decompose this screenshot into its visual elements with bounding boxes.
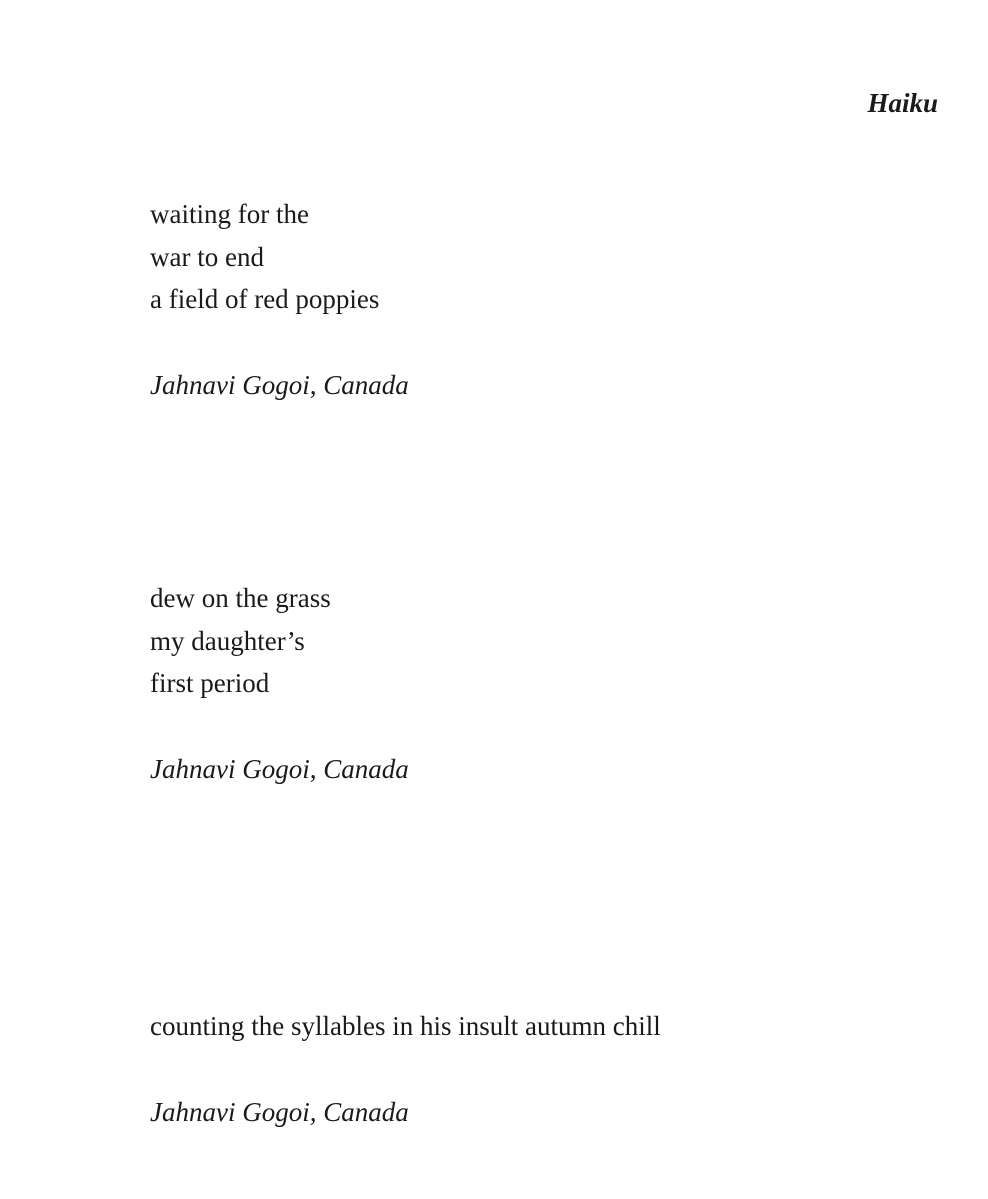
poem-author: Jahnavi Gogoi, Canada: [150, 369, 409, 400]
poem-line: counting the syllables in his insult autumn chill: [150, 1011, 661, 1041]
poem-line: war to end: [150, 241, 264, 272]
poem-line: first period: [150, 668, 270, 698]
page-header-title: Haiku: [867, 88, 938, 118]
haiku-poem: [150, 193, 409, 406]
poem-line: waiting for the: [150, 199, 309, 229]
poem-author: Jahnavi Gogoi, Canada: [150, 1096, 409, 1127]
poem-line: dew on the grass: [150, 583, 331, 613]
haiku-poem: [150, 577, 409, 790]
poem-line: a field of red poppies: [150, 284, 380, 314]
haiku-poem: [150, 1005, 661, 1133]
poem-line: my daughter’s: [150, 625, 305, 656]
poem-author: Jahnavi Gogoi, Canada: [150, 753, 409, 784]
